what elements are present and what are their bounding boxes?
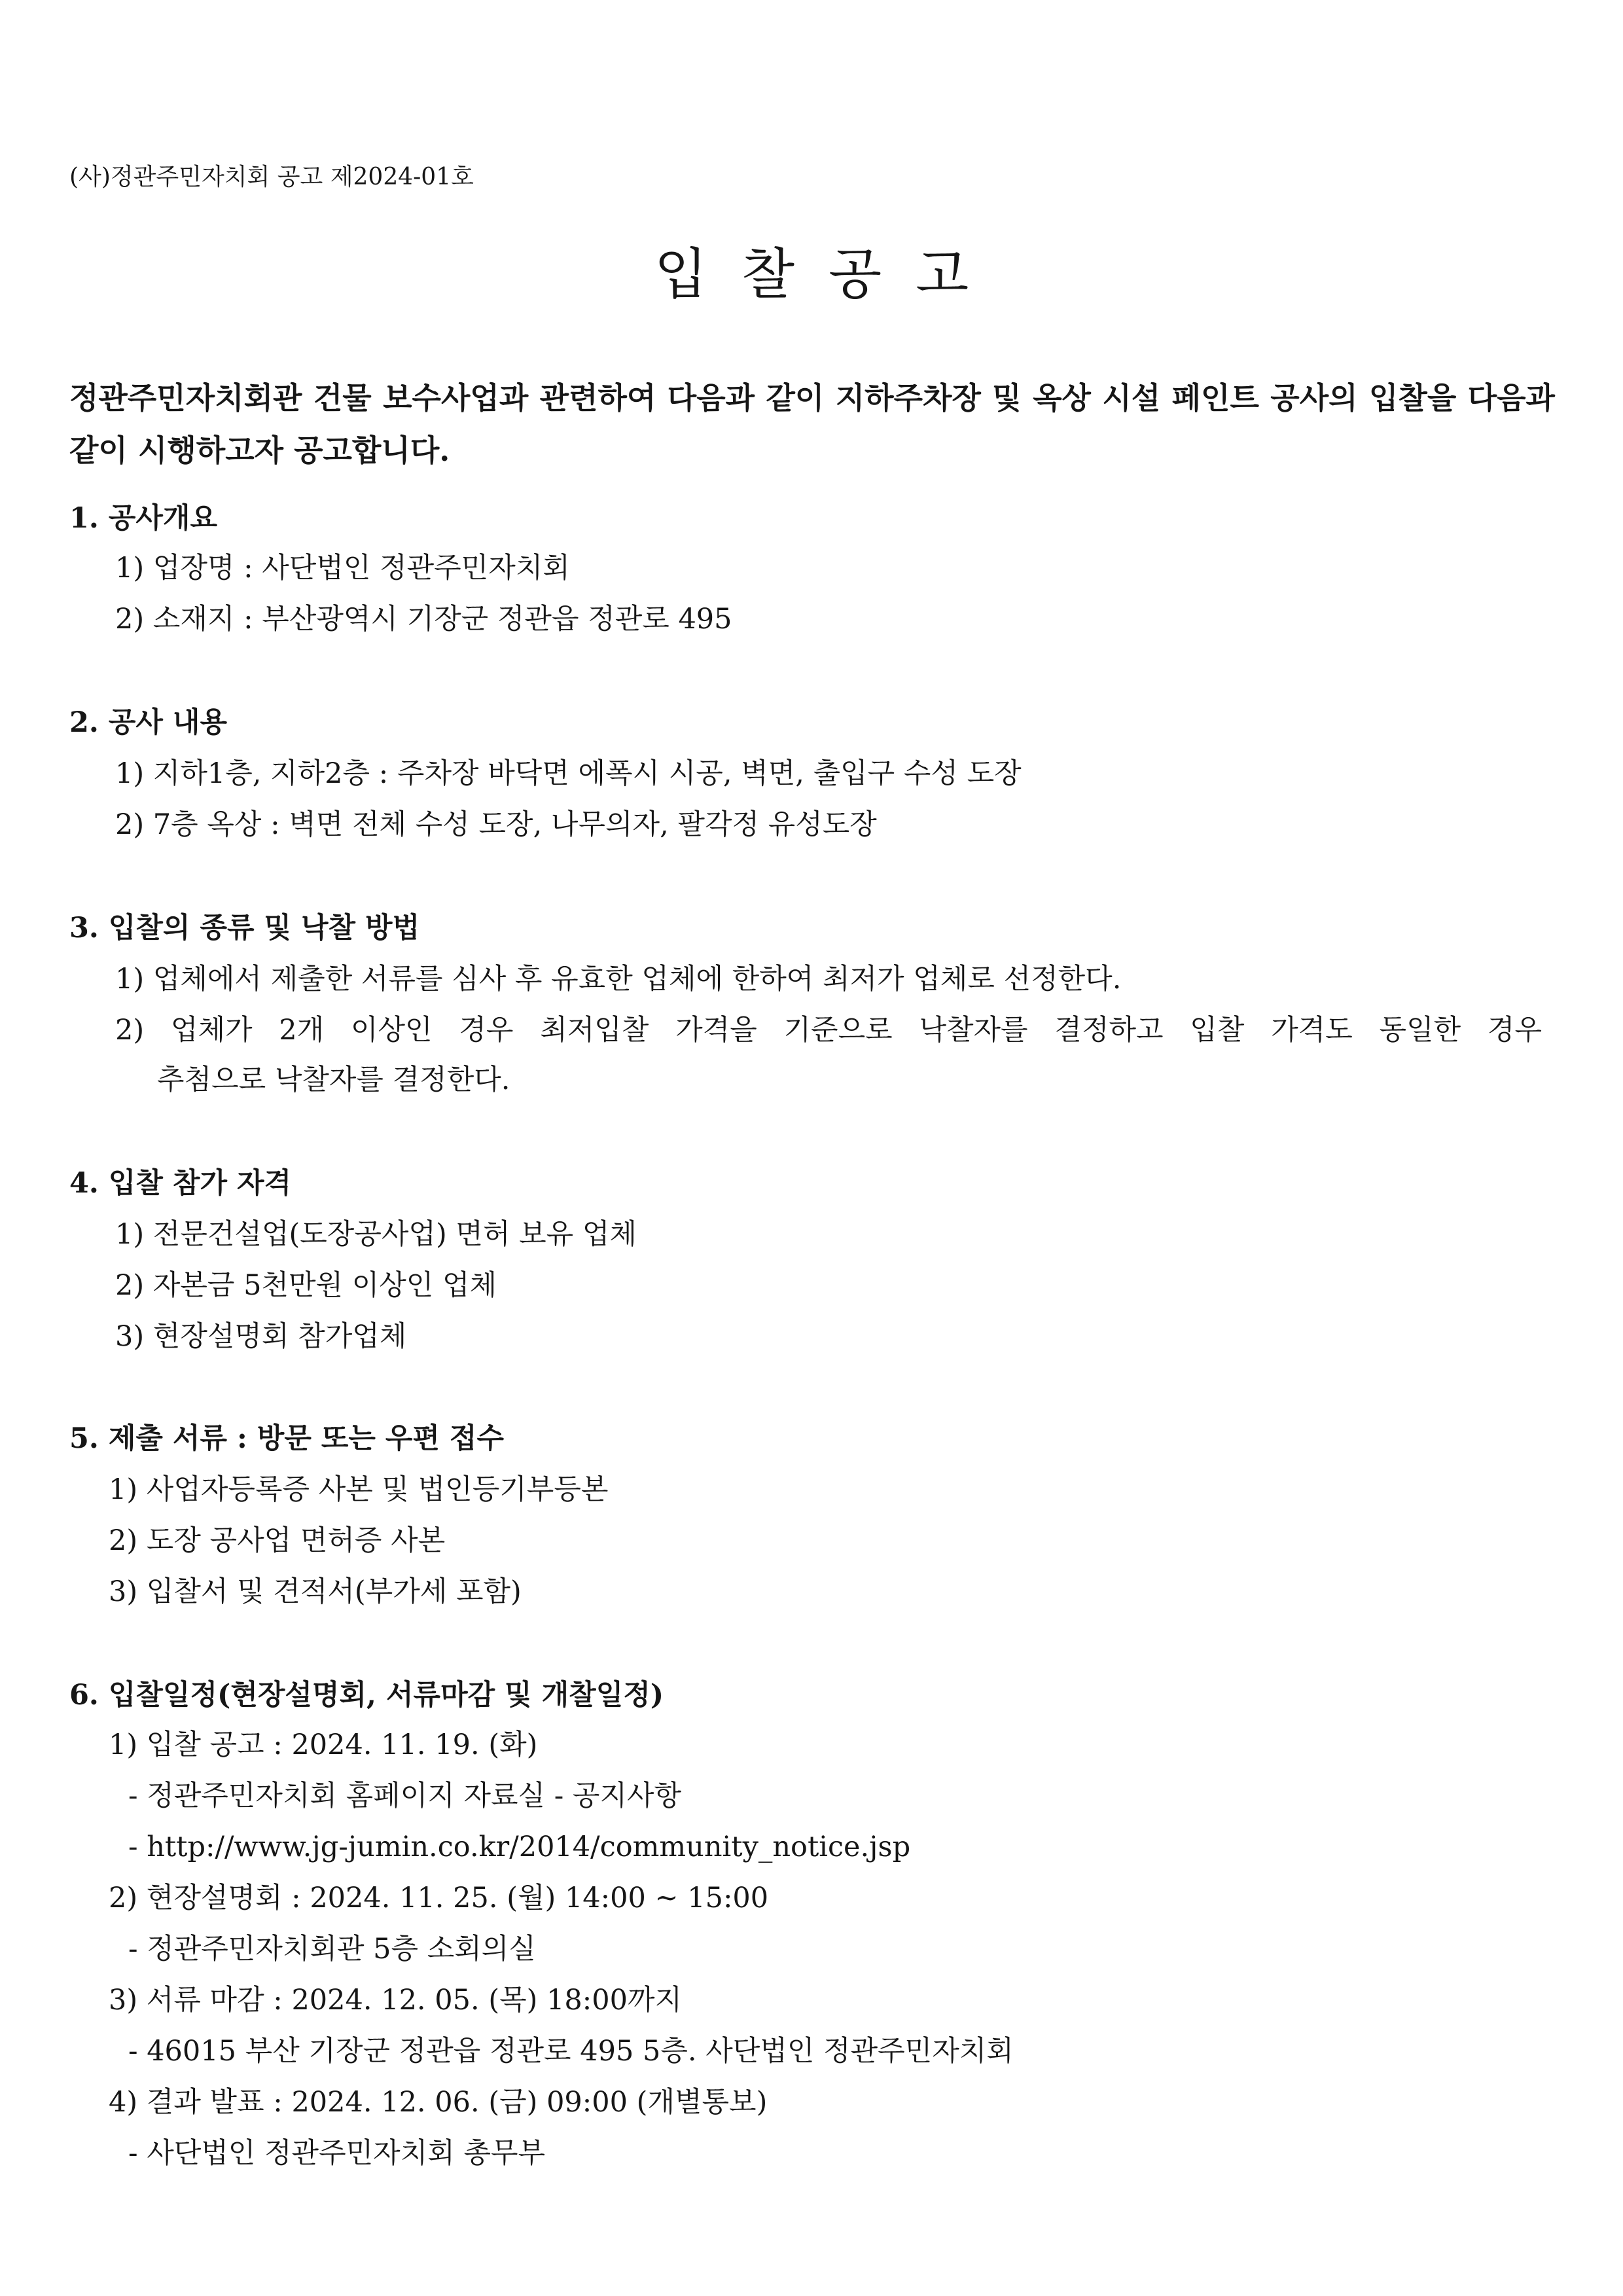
section-1-item-1: 1) 업장명 : 사단법인 정관주민자치회 — [115, 552, 570, 584]
section-3-item-1: 1) 업체에서 제출한 서류를 심사 후 유효한 업체에 한하여 최저가 업체로 선정한다. — [115, 963, 1122, 996]
section-5-heading: 5. 제출 서류 : 방문 또는 우편 접수 — [69, 1422, 505, 1455]
section-2-heading: 2. 공사 내용 — [69, 706, 227, 739]
section-6-item-1: 1) 입찰 공고 : 2024. 11. 19. (화) — [109, 1729, 538, 1761]
page-title: 입찰공고 — [654, 242, 1003, 306]
section-6-item-4-detail-1: - 사단법인 정관주민자치회 총무부 — [128, 2137, 546, 2170]
section-5-item-1: 1) 사업자등록증 사본 및 법인등기부등본 — [109, 1473, 609, 1506]
section-2-item-1: 1) 지하1층, 지하2층 : 주차장 바닥면 에폭시 시공, 벽면, 출입구 수성 도장 — [115, 757, 1022, 790]
section-4-heading: 4. 입찰 참가 자격 — [69, 1167, 292, 1200]
section-3-item-2: 2) 업체가 2개 이상인 경우 최저입찰 가격을 기준으로 낙찰자를 결정하고 입찰 가격도 동일한 경우 — [115, 1014, 1542, 1047]
section-6-item-3-detail-1: - 46015 부산 기장군 정관읍 정관로 495 5층. 사단법인 정관주민자치회 — [128, 2035, 1014, 2068]
intro-paragraph: 정관주민자치회관 건물 보수사업과 관련하여 다음과 같이 지하주차장 및 옥상 시설 페인트 공사의 입찰을 다음과 같이 시행하고자 공고합니다. — [69, 380, 1555, 468]
section-5-item-2: 2) 도장 공사업 면허증 사본 — [109, 1524, 446, 1557]
section-6-item-1-detail-2: - http://www.jg-jumin.co.kr/2014/community_notice.jsp — [128, 1831, 911, 1863]
section-1-item-2: 2) 소재지 : 부산광역시 기장군 정관읍 정관로 495 — [115, 603, 732, 636]
section-3-item-2-continued: 추첨으로 낙찰자를 결정한다. — [157, 1064, 510, 1096]
section-4-item-2: 2) 자본금 5천만원 이상인 업체 — [115, 1269, 497, 1302]
notice-number: (사)정관주민자치회 공고 제2024-01호 — [69, 164, 474, 190]
section-2-item-2: 2) 7층 옥상 : 벽면 전체 수성 도장, 나무의자, 팔각정 유성도장 — [115, 808, 877, 841]
section-6-heading: 6. 입찰일정(현장설명회, 서류마감 및 개찰일정) — [69, 1679, 664, 1712]
section-6-item-3: 3) 서류 마감 : 2024. 12. 05. (목) 18:00까지 — [109, 1984, 683, 2017]
section-6-item-4: 4) 결과 발표 : 2024. 12. 06. (금) 09:00 (개별통보) — [109, 2086, 768, 2119]
section-1-heading: 1. 공사개요 — [69, 502, 218, 535]
section-4-item-3: 3) 현장설명회 참가업체 — [115, 1320, 407, 1353]
section-6-item-2-detail-1: - 정관주민자치회관 5층 소회의실 — [128, 1933, 536, 1965]
section-3-heading: 3. 입찰의 종류 및 낙찰 방법 — [69, 912, 420, 944]
section-4-item-1: 1) 전문건설업(도장공사업) 면허 보유 업체 — [115, 1218, 637, 1251]
section-6-item-1-detail-1: - 정관주민자치회 홈페이지 자료실 - 공지사항 — [128, 1780, 682, 1812]
section-5-item-3: 3) 입찰서 및 견적서(부가세 포함) — [109, 1575, 522, 1608]
section-6-item-2: 2) 현장설명회 : 2024. 11. 25. (월) 14:00 ~ 15:00 — [109, 1882, 769, 1914]
